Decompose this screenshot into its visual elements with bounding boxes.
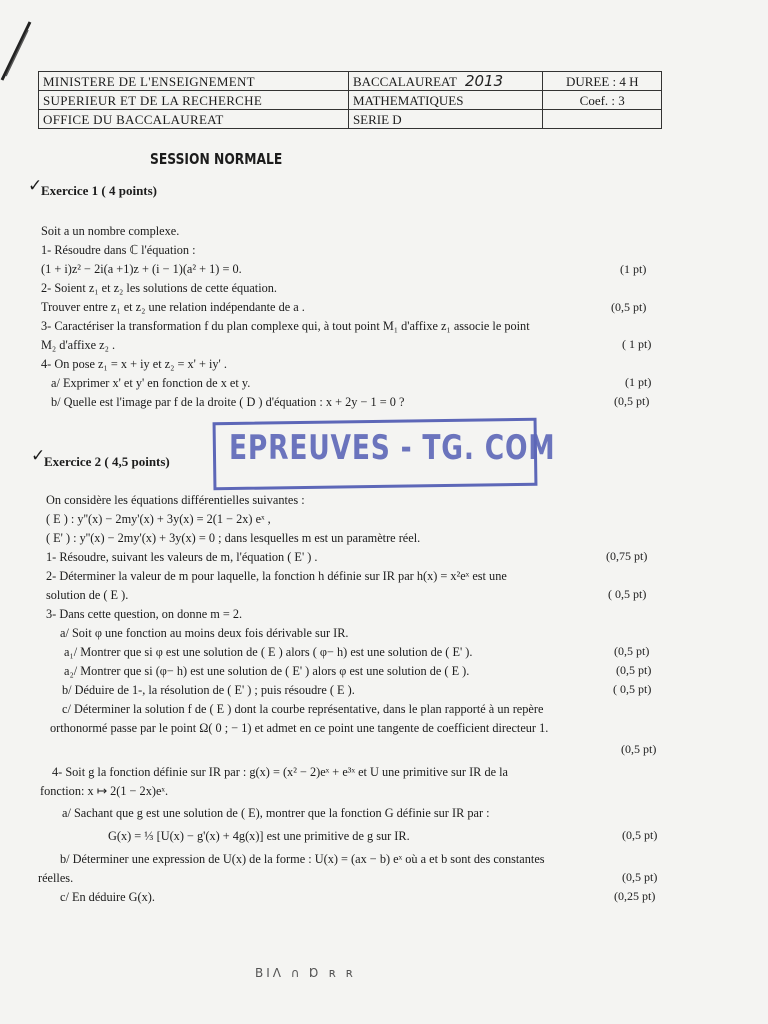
subject-cell: MATHEMATIQUES <box>348 91 543 110</box>
empty-cell <box>543 110 662 129</box>
session-title: SESSION NORMALE <box>150 150 283 168</box>
ex2-points: (0,5 pt) <box>622 828 658 842</box>
ex1-points: ( 1 pt) <box>622 337 652 351</box>
ex1-line: 1- Résoudre dans ℂ l'équation : <box>41 243 196 257</box>
ex2-line: a₁/ Montrer que si φ est une solution de ( E ) alors ( φ− h) est une solution de ( E' ). <box>64 645 473 659</box>
ex2-points: (0,75 pt) <box>606 549 648 563</box>
ex2-line: c/ En déduire G(x). <box>60 890 155 904</box>
exercise1-title: Exercice 1 ( 4 points) <box>41 183 158 198</box>
stamp-text: EPREUVES - TG. COM <box>229 428 556 468</box>
ex2-line: 1- Résoudre, suivant les valeurs de m, l'équation ( E' ) . <box>46 550 318 564</box>
duration-cell: DUREE : 4 H <box>543 72 662 91</box>
ex2-line: c/ Déterminer la solution f de ( E ) dont la courbe représentative, dans le plan rapporté à un repère <box>62 702 544 716</box>
exam-cell <box>348 72 543 91</box>
ex1-points: (1 pt) <box>625 375 652 389</box>
ex2-line: fonction: x ↦ 2(1 − 2x)eˣ. <box>40 784 169 798</box>
series-cell: SERIE D <box>348 110 543 129</box>
coef-cell: Coef. : 3 <box>543 91 662 110</box>
ex1-line: Trouver entre z₁ et z₂ une relation indépendante de a . <box>41 300 305 314</box>
exam-year: 2013 <box>464 71 504 90</box>
footer-scribble: ΒΙΛ ∩ Ɒ ʀ ʀ <box>255 966 356 980</box>
ministry-line3: OFFICE DU BACCALAUREAT <box>39 110 349 129</box>
checkmark-icon: ✓ <box>31 446 46 466</box>
ex1-line: M₂ d'affixe z₂ . <box>41 338 116 352</box>
ex2-line: b/ Déduire de 1-, la résolution de ( E' ) ; puis résoudre ( E ). <box>62 683 355 697</box>
ex2-line: b/ Déterminer une expression de U(x) de la forme : U(x) = (ax − b) eˣ où a et b sont des constantes <box>60 852 545 866</box>
ex1-points: (1 pt) <box>620 262 647 276</box>
ex1-line: 2- Soient z₁ et z₂ les solutions de cette équation. <box>41 281 278 295</box>
ex2-line: a/ Soit φ une fonction au moins deux fois dérivable sur IR. <box>60 626 349 640</box>
ex2-points: (0,5 pt) <box>616 663 652 677</box>
ex2-points: ( 0,5 pt) <box>608 587 647 601</box>
ex2-line: a₂/ Montrer que si (φ− h) est une solution de ( E' ) alors φ est une solution de ( E ). <box>64 664 470 678</box>
ex2-points: (0,5 pt) <box>622 870 658 884</box>
ex2-points: (0,5 pt) <box>621 742 657 756</box>
ex2-line: 3- Dans cette question, on donne m = 2. <box>46 607 243 621</box>
ex2-line: ( E' ) : y''(x) − 2my'(x) + 3y(x) = 0 ; dans lesquelles m est un paramètre réel. <box>46 531 421 545</box>
ex2-line: a/ Sachant que g est une solution de ( E), montrer que la fonction G définie sur IR par : <box>62 806 490 820</box>
ex2-line: 4- Soit g la fonction définie sur IR par : g(x) = (x² − 2)eˣ + e³ˣ et U une primitive sur IR de la <box>52 765 509 779</box>
pen-mark-icon <box>0 18 34 82</box>
ex2-points: (0,25 pt) <box>614 889 656 903</box>
ex2-points: (0,5 pt) <box>614 644 650 658</box>
ex2-line: solution de ( E ). <box>46 588 129 602</box>
ex1-line: 4- On pose z₁ = x + iy et z₂ = x' + iy' . <box>41 357 227 371</box>
ex2-line: orthonormé passe par le point Ω( 0 ; − 1) et admet en ce point une tangente de coefficient directeur 1. <box>50 721 549 735</box>
ex1-line: 3- Caractériser la transformation f du plan complexe qui, à tout point M₁ d'affixe z₁ associe le point <box>41 319 530 333</box>
ex2-line: On considère les équations différentielles suivantes : <box>46 493 305 507</box>
ex2-line: ( E ) : y''(x) − 2my'(x) + 3y(x) = 2(1 − 2x) eˣ , <box>46 512 271 526</box>
ex2-line: G(x) = ⅓ [U(x) − g'(x) + 4g(x)] est une primitive de g sur IR. <box>108 829 410 843</box>
ex1-line: b/ Quelle est l'image par f de la droite ( D ) d'équation : x + 2y − 1 = 0 ? <box>51 395 405 409</box>
exam-label: BACCALAUREAT <box>352 73 457 89</box>
checkmark-icon: ✓ <box>28 176 43 196</box>
ex1-line: a/ Exprimer x' et y' en fonction de x et y. <box>51 376 251 390</box>
ex2-line: réelles. <box>38 871 74 885</box>
ex1-points: (0,5 pt) <box>614 394 650 408</box>
header-table <box>38 71 662 129</box>
ex2-line: 2- Déterminer la valeur de m pour laquelle, la fonction h définie sur IR par h(x) = x²eˣ est une <box>46 569 507 583</box>
ex2-points: ( 0,5 pt) <box>613 682 652 696</box>
ministry-line1: MINISTERE DE L'ENSEIGNEMENT <box>39 72 349 91</box>
ex1-line: Soit a un nombre complexe. <box>41 224 180 238</box>
ministry-line2: SUPERIEUR ET DE LA RECHERCHE <box>39 91 349 110</box>
ex1-points: (0,5 pt) <box>611 300 647 314</box>
ex1-line: (1 + i)z² − 2i(a +1)z + (i − 1)(a² + 1) = 0. <box>41 262 242 276</box>
exercise2-title: Exercice 2 ( 4,5 points) <box>44 454 170 469</box>
